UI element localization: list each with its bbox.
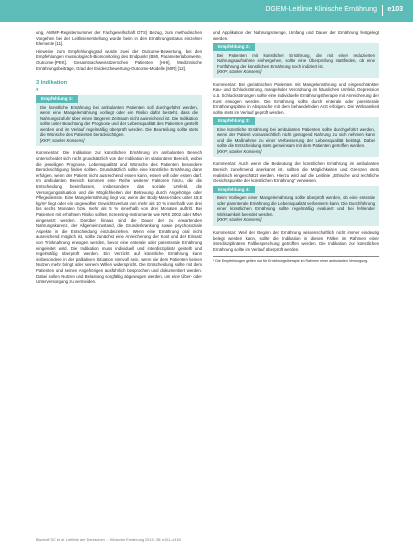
left-column [36,30,202,287]
recommendation-label: Empfehlung 3: [213,117,255,125]
recommendation-grade: [KKP; starker Konsens] [217,217,262,223]
recommendation-body: Beim Vorliegen einer Mangelernährung sollte überprüft werden, ob eine enterale oder parenterale Ernährung die Lebensqualität verbessern kann. Die Durchführung einer künstlichen Ernährung sollte regelmäßig evaluiert und bei fehlender Wirksamkeit beendet werden. [217,195,375,217]
footnote: * Die Empfehlungen gelten nur für Ernährungstherapie im Rahmen einer ambulanten Versorgung. [213,256,379,264]
recommendation-label: Empfehlung 1: [36,95,78,103]
commentary-paragraph: Kommentar: Bei geriatrischen Patienten mit Mangelernährung und eingeschränkter Kau- und Schluckstörung, mangelnder Verordnung im häuslichen Umfeld, Depression o.ä. Schluckstörungen sollte eine individuelle Ernährungstherapie mit Anreicherung der Kost erwogen werden. Die Ernährung sollte durch enterale oder parenterale Ernährungspläne in Absprache mit dem behandelnden Arzt erfolgen. Die Wirksamkeit sollte stets im Verlauf geprüft werden. [213,81,379,115]
page-number: e103 [387,6,403,13]
recommendation-box-1 [36,95,202,146]
chevron-down-icon: ▾ [36,86,39,93]
header-title: DGEM-Leitlinie Klinische Ernährung [265,6,377,13]
recommendation-box-4 [213,186,379,226]
commentary-paragraph: Kommentar: Die Indikation zur künstlichen Ernährung im ambulanten Bereich unterscheidet sich nicht grundsätzlich von der Indikation im stationären Bereich, wobei die jeweiligen Prognose, Lebensqualität und Wünsche des Patienten besondere Berücksichtigung finden sollten. Grundsätzlich sollte eine künstliche Ernährung dann erfolgen, wenn der Patient nicht ausreichend essen kann, essen will oder essen darf. Im ambulanten Bereich kommen eine Reihe weiterer Faktoren hinzu, die die Entscheidung beeinflussen, insbesondere das soziale Umfeld, die Versorgungssituation und die Möglichkeiten der Betreuung durch Angehörige oder Pflegedienste. Eine Mangelernährung liegt vor, wenn der Body-Mass-Index unter 18,5 kg/m² liegt oder ein ungewollter Gewichtsverlust von mehr als 10 % innerhalb von drei bis sechs Monaten bzw. mehr als 5 % innerhalb von drei Monaten auftritt. Bei Patienten mit erhöhtem Risiko sollten Screening-Instrumente wie NRS 2002 oder MNA eingesetzt werden. Darüber hinaus sind die Dauer der zu erwartenden Nahrungskarenz, der Allgemeinzustand, die Grunderkrankung sowie psychosoziale Aspekte in die Entscheidung einzubeziehen. Wenn eine Ernährung oral nicht ausreichend möglich ist, sollte zunächst eine Anreicherung der Kost und der Einsatz von Trinknahrung erwogen werden, bevor eine enterale oder parenterale Ernährung eingeleitet wird. Die Indikation muss individuell und interdisziplinär gestellt und regelmäßig überprüft werden. Ein Verzicht auf künstliche Ernährung kann insbesondere in der palliativen Situation sinnvoll sein, wenn sie dem Patienten keinen Nutzen mehr bringt oder seinem Willen widerspricht. Die Entscheidung sollte mit dem Patienten und seinen Angehörigen ausführlich besprochen und dokumentiert werden. Dabei sollen Nutzen und Belastung sorgfältig abgewogen werden, um eine Über- oder Unterversorgung zu vermeiden. [36,150,202,285]
recommendation-label: Empfehlung 2: [213,43,255,51]
recommendation-body: Bei Patienten mit künstlicher Ernährung, die mit einer reduzierten Nahrungsaufnahme einhergehen, sollte eine Überprüfung stattfinden, ob eine Fortführung der künstlichen Ernährung noch indiziert ist. [217,52,375,69]
page-footer: Bischoff SC et al. Leitlinie der Deutschen ... Klinische Ernährung 2013; 38: e101–e154 [36,538,181,542]
commentary-paragraph: Kommentar: Weil der Beginn der Ernährung wissenschaftlich nicht immer eindeutig belegt werden kann, sollte die Indikation in diesen Fällen im Rahmen einer interdisziplinären Fallbesprechung getroffen werden. Die Indikation zur künstlichen Ernährung sollte im Verlauf überprüft werden. [213,229,379,252]
header-bar [0,0,413,22]
right-intro: und Applikation der Nahrungsmenge, Umfang und Dauer der Ernährung festgelegt werden. [213,30,379,41]
recommendation-grade: [KKP; starker Konsens] [40,137,85,143]
recommendation-box-2 [213,43,379,78]
recommendation-grade: [KKP; starker Konsens] [217,69,262,75]
recommendation-label: Empfehlung 4: [213,186,255,194]
header-divider [382,5,383,16]
section-title: 3 Indikation [36,80,68,87]
right-column [213,30,379,264]
recommendation-body: Die künstliche Ernährung bei ambulanten Patienten soll durchgeführt werden, wenn eine Mangelernährung vorliegt oder ein Risiko dafür besteht, dass die Nahrungszufuhr über einen längeren Zeitraum nicht ausreichend ist. Die Indikation sollte unter Beachtung der Prognose und der Lebensqualität des Patienten gestellt werden und im Verlauf regelmäßig überprüft werden. Die Beurteilung sollte stets die Wünsche des Patienten berücksichtigen. [40,104,198,138]
recommendation-body: Eine künstliche Ernährung bei ambulanten Patienten sollte durchgeführt werden, wenn der Patient voraussichtlich nicht genügend Nahrung zu sich nehmen kann und die Maßnahme zu einer Verbesserung der Lebensqualität beiträgt. Dabei sollte die Entscheidung stets gemeinsam mit dem Patienten getroffen werden. [217,126,375,149]
recommendation-box-3 [213,117,379,157]
recommendation-grade: [KKP; starker Konsens] [217,148,262,154]
intro-paragraph-2: Hinweise zum Empfehlungsgrad wurde zwei der Outcome-Bewertung, bei den Empfehlungen mussiologisch-Biomonitoring des Endpunkt (BMI, Parameterlaborwerte, Outcome-[PEK]. Gesamtnachweissitzerschen Patienten [HHI], Medizinische Ernährungsbeiträge, Grad der Evidenzbewertung-Outcome-Modelle [MIR] [12]. [36,48,202,71]
intro-paragraph-1: ung, AWMF-Registernummer der Fachgesellschaft DTS) Bezug, zum methodischen Vorgehen bei der Leitlinienerstellung wurde beim in den Ernährungsstatus einzelner Elemente [11]. [36,30,202,47]
commentary-paragraph: Kommentar: Auch wenn die Bedeutung der künstlichen Ernährung im ambulanten Bereich zunehmend anerkannt ist, sollten die Möglichkeiten und Grenzen stets realistisch eingeschätzt werden. Hierzu wird auf die Leitlinie „Ethische und rechtliche Gesichtspunkte der künstlichen Ernährung“ verwiesen. [213,161,379,184]
